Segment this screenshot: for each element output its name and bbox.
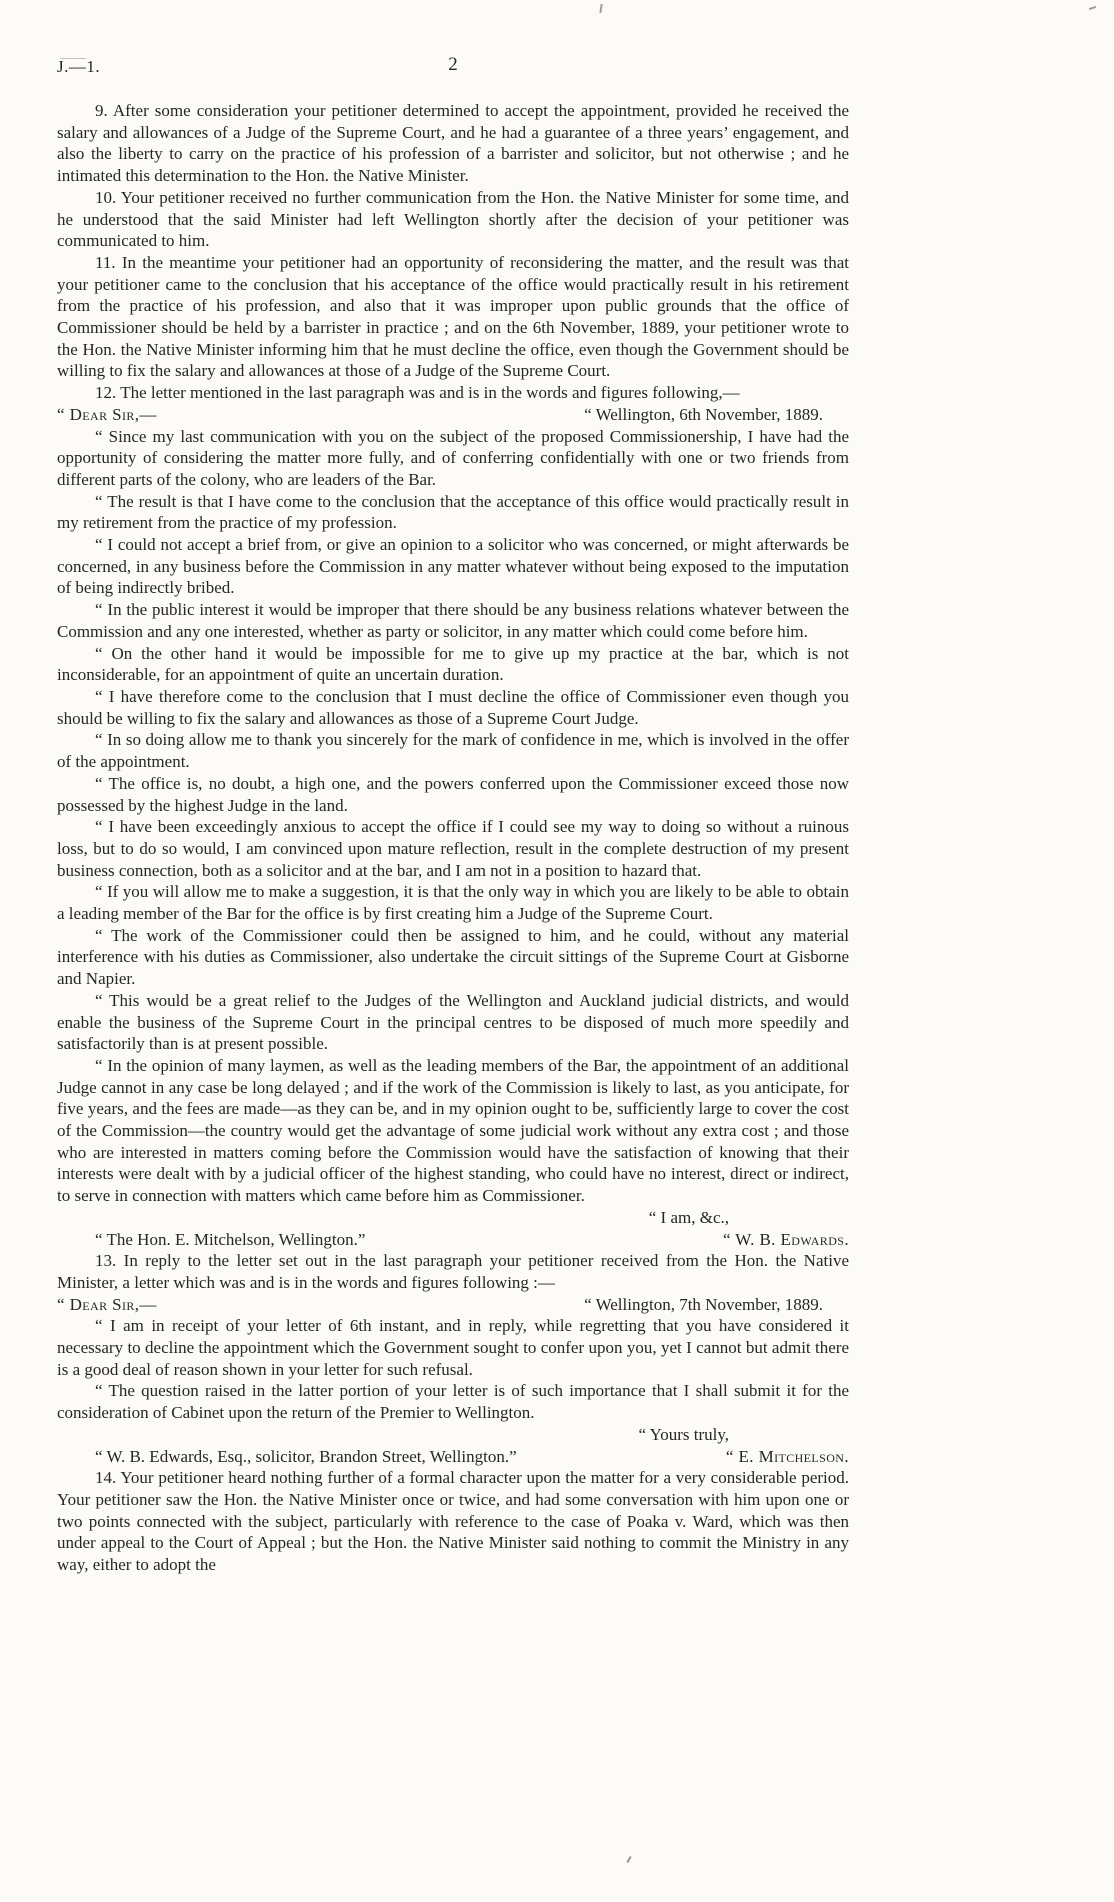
letter1-signature-left: “ The Hon. E. Mitchelson, Wellington.” — [95, 1229, 366, 1249]
scan-artifact — [1089, 6, 1096, 10]
letter2-signature-right: “ E. Mitchelson. — [725, 1446, 849, 1466]
letter1-salutation — [57, 404, 849, 426]
letter1-p1: “ Since my last communication with you on the subject of the proposed Commissionership, I have had the opportunity of considering the matter more fully, and of conferring confidentially with one or two friends from different parts of the colony, who are leaders of the Bar. — [57, 426, 849, 489]
para-12-intro: 12. The letter mentioned in the last paragraph was and is in the words and figures following,— — [95, 383, 740, 403]
letter1-salutation-right: “ Wellington, 6th November, 1889. — [584, 404, 823, 424]
letter1-p3: “ I could not accept a brief from, or give an opinion to a solicitor who was concerned, or might afterwards be concerned, in any business before the Commission in any matter whatever without being exposed to the imputation of being indirectly bribed. — [57, 535, 849, 598]
para-14: 14. Your petitioner heard nothing further of a formal character upon the matter for a very considerable period. Your petitioner saw the Hon. the Native Minister once or twice, and had some conversation with him upon one or two points connected with the subject, particularly with reference to the case of Poaka v. Ward, which was then under appeal to the Court of Appeal ; but the Hon. the Native Minister said nothing to commit the Ministry in any way, either to adopt the — [57, 1468, 849, 1575]
letter1-p9: “ I have been exceedingly anxious to accept the office if I could see my way to doing so without a ruinous loss, but to do so would, I am convinced upon mature reflection, result in the complete destruction of my present business connection, both as a solicitor and at the bar, and I am not in a position to hazard that. — [57, 817, 849, 880]
letter2-salutation-left: “ Dear Sir,— — [57, 1294, 157, 1314]
para-13: 13. In reply to the letter set out in the last paragraph your petitioner received from the Hon. the Native Minister, a letter which was and is in the words and figures following :— — [57, 1251, 849, 1292]
para-10: 10. Your petitioner received no further communication from the Hon. the Native Minister for some time, and he understood that the said Minister had left Wellington shortly after the decision of your petitioner was communicated to him. — [57, 187, 849, 251]
letter2-salutation — [57, 1294, 849, 1316]
document-reference: J.—1. — [57, 57, 101, 76]
scan-artifact — [626, 1856, 631, 1863]
page-number: 2 — [448, 54, 458, 75]
letter1-signature-right: “ W. B. Edwards. — [722, 1229, 849, 1249]
letter1-p11: “ The work of the Commissioner could then be assigned to him, and he could, without any material interference with his duties as Commissioner, also undertake the circuit sittings of the Supreme Court at Gisborne and Napier. — [57, 925, 849, 989]
letter1-p10: “ If you will allow me to make a suggestion, it is that the only way in which you are likely to be able to obtain a leading member of the Bar for the office is by first creating him a Judge of the Supreme Court. — [57, 882, 849, 924]
letter1-salutation-left: “ Dear Sir,— — [57, 404, 157, 424]
letter1-p12: “ This would be a great relief to the Judges of the Wellington and Auckland judicial districts, and would enable the business of the Supreme Court in the principal centres to be disposed of much more speedily and satisfactorily than is at present possible. — [57, 990, 849, 1054]
letter2-p2: “ The question raised in the latter portion of your letter is of such importance that I shall submit it for the consideration of Cabinet upon the return of the Premier to Wellington. — [57, 1381, 849, 1423]
document-page — [57, 54, 849, 1576]
letter1-p4: “ In the public interest it would be improper that there should be any business relations whatever between the Commission and any one interested, whether as party or solicitor, in any matter which could come before him. — [57, 600, 849, 641]
para-9: 9. After some consideration your petitioner determined to accept the appointment, provided he received the salary and allowances of a Judge of the Supreme Court, and he had a guarantee of a three years’ engagement, and also the liberty to carry on the practice of his profession of a barrister and solicitor, but not otherwise ; and he intimated this determination to the Hon. the Native Minister. — [57, 101, 849, 186]
letter1-p2: “ The result is that I have come to the conclusion that the acceptance of this office would practically result in my retirement from the practice of my profession. — [57, 491, 849, 533]
letter2-p1: “ I am in receipt of your letter of 6th instant, and in reply, while regretting that you have considered it necessary to decline the appointment which the Government sought to confer upon you, yet I cannot but admit there is a good deal of reason shown in your letter for such refusal. — [57, 1316, 849, 1379]
letter2-signature — [57, 1446, 849, 1468]
letter1-p5: “ On the other hand it would be impossible for me to give up my practice at the bar, which is not inconsiderable, for an appointment of quite an uncertain duration. — [57, 643, 849, 685]
letter1-p8: “ The office is, no doubt, a high one, and the powers conferred upon the Commissioner exceed those now possessed by the highest Judge in the land. — [57, 773, 849, 815]
letter2-closing: “ Yours truly, — [638, 1424, 729, 1444]
document-body — [57, 100, 849, 1576]
letter1-signature — [57, 1229, 849, 1251]
letter1-p13: “ In the opinion of many laymen, as well as the leading members of the Bar, the appointment of an additional Judge cannot in any case be long delayed ; and if the work of the Commission is likely to last, as you anticipate, for five years, and the fees are made—as they can be, and in my opinion ought to be, sufficiently large to cover the cost of the Commission—the country would get the advantage of some judicial work without any extra cost ; and those who are interested in matters coming before the Commission would have the satisfaction of knowing that their interests were dealt with by a judicial officer of the highest standing, who could have no interest, direct or indirect, to serve in connection with matters which came before him as Commissioner. — [57, 1055, 849, 1206]
letter2-salutation-right: “ Wellington, 7th November, 1889. — [584, 1294, 823, 1314]
letter2-signature-left: “ W. B. Edwards, Esq., solicitor, Brandon Street, Wellington.” — [95, 1446, 517, 1466]
page-header — [57, 54, 849, 82]
letter1-p6: “ I have therefore come to the conclusion that I must decline the office of Commissioner even though you should be willing to fix the salary and allowances as those of a Supreme Court Judge. — [57, 686, 849, 728]
letter1-closing: “ I am, &c., — [648, 1207, 729, 1227]
scan-artifact — [599, 4, 602, 13]
letter1-p7: “ In so doing allow me to thank you sincerely for the mark of confidence in me, which is involved in the offer of the appointment. — [57, 730, 849, 772]
para-11: 11. In the meantime your petitioner had an opportunity of reconsidering the matter, and the result was that your petitioner came to the conclusion that his acceptance of the office would practically result in his retirement from the practice of his profession, and also that it was improper upon public grounds that the office of Commissioner should be held by a barrister in practice ; and on the 6th November, 1889, your petitioner wrote to the Hon. the Native Minister informing him that he must decline the office, even though the Government should be willing to fix the salary and allowances at those of a Judge of the Supreme Court. — [57, 252, 849, 381]
